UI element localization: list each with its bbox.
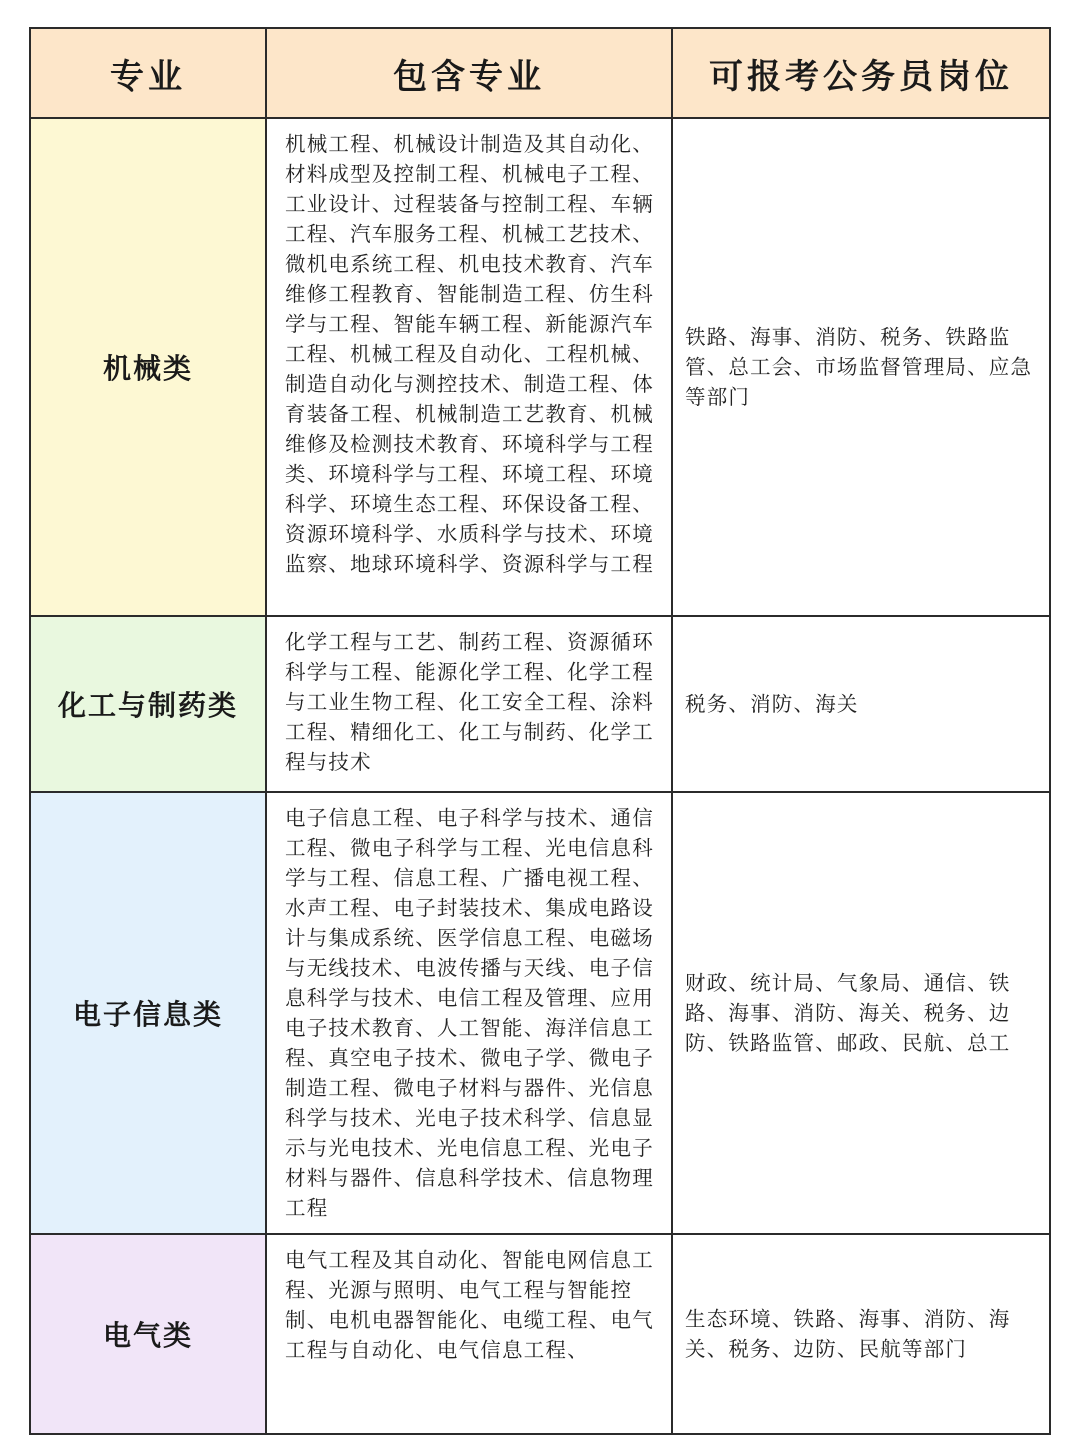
category-cell: 机械类	[30, 118, 266, 616]
header-included-majors: 包含专业	[266, 28, 672, 118]
table-row	[30, 118, 1050, 616]
category-cell: 电子信息类	[30, 792, 266, 1234]
included-majors-cell: 电气工程及其自动化、智能电网信息工程、光源与照明、电气工程与智能控制、电机电器智能化、电缆工程、电气工程与自动化、电气信息工程、	[266, 1234, 672, 1434]
included-majors-cell: 化学工程与工艺、制药工程、资源循环科学与工程、能源化学工程、化学工程与工业生物工程、化工安全工程、涂料工程、精细化工、化工与制药、化学工程与技术	[266, 616, 672, 792]
table-row	[30, 616, 1050, 792]
header-civil-service-positions: 可报考公务员岗位	[672, 28, 1050, 118]
positions-cell: 铁路、海事、消防、税务、铁路监管、总工会、市场监督管理局、应急等部门	[672, 118, 1050, 616]
positions-cell: 财政、统计局、气象局、通信、铁路、海事、消防、海关、税务、边防、铁路监管、邮政、民航、总工	[672, 792, 1050, 1234]
included-majors-cell: 机械工程、机械设计制造及其自动化、材料成型及控制工程、机械电子工程、工业设计、过程装备与控制工程、车辆工程、汽车服务工程、机械工艺技术、微机电系统工程、机电技术教育、汽车维修工程教育、智能制造工程、仿生科学与工程、智能车辆工程、新能源汽车工程、机械工程及自动化、工程机械、制造自动化与测控技术、制造工程、体育装备工程、机械制造工艺教育、机械维修及检测技术教育、环境科学与工程类、环境科学与工程、环境工程、环境科学、环境生态工程、环保设备工程、资源环境科学、水质科学与技术、环境监察、地球环境科学、资源科学与工程	[266, 118, 672, 616]
header-major: 专业	[30, 28, 266, 118]
positions-cell: 生态环境、铁路、海事、消防、海关、税务、边防、民航等部门	[672, 1234, 1050, 1434]
positions-cell: 税务、消防、海关	[672, 616, 1050, 792]
table-header-row	[30, 28, 1050, 118]
category-cell: 电气类	[30, 1234, 266, 1434]
included-majors-cell: 电子信息工程、电子科学与技术、通信工程、微电子科学与工程、光电信息科学与工程、信息工程、广播电视工程、水声工程、电子封装技术、集成电路设计与集成系统、医学信息工程、电磁场与无线技术、电波传播与天线、电子信息科学与技术、电信工程及管理、应用电子技术教育、人工智能、海洋信息工程、真空电子技术、微电子学、微电子制造工程、微电子材料与器件、光信息科学与技术、光电子技术科学、信息显示与光电技术、光电信息工程、光电子材料与器件、信息科学技术、信息物理工程	[266, 792, 672, 1234]
table-row	[30, 792, 1050, 1234]
majors-table	[29, 27, 1051, 1435]
majors-table-page	[29, 27, 1049, 1427]
category-cell: 化工与制药类	[30, 616, 266, 792]
table-row	[30, 1234, 1050, 1434]
